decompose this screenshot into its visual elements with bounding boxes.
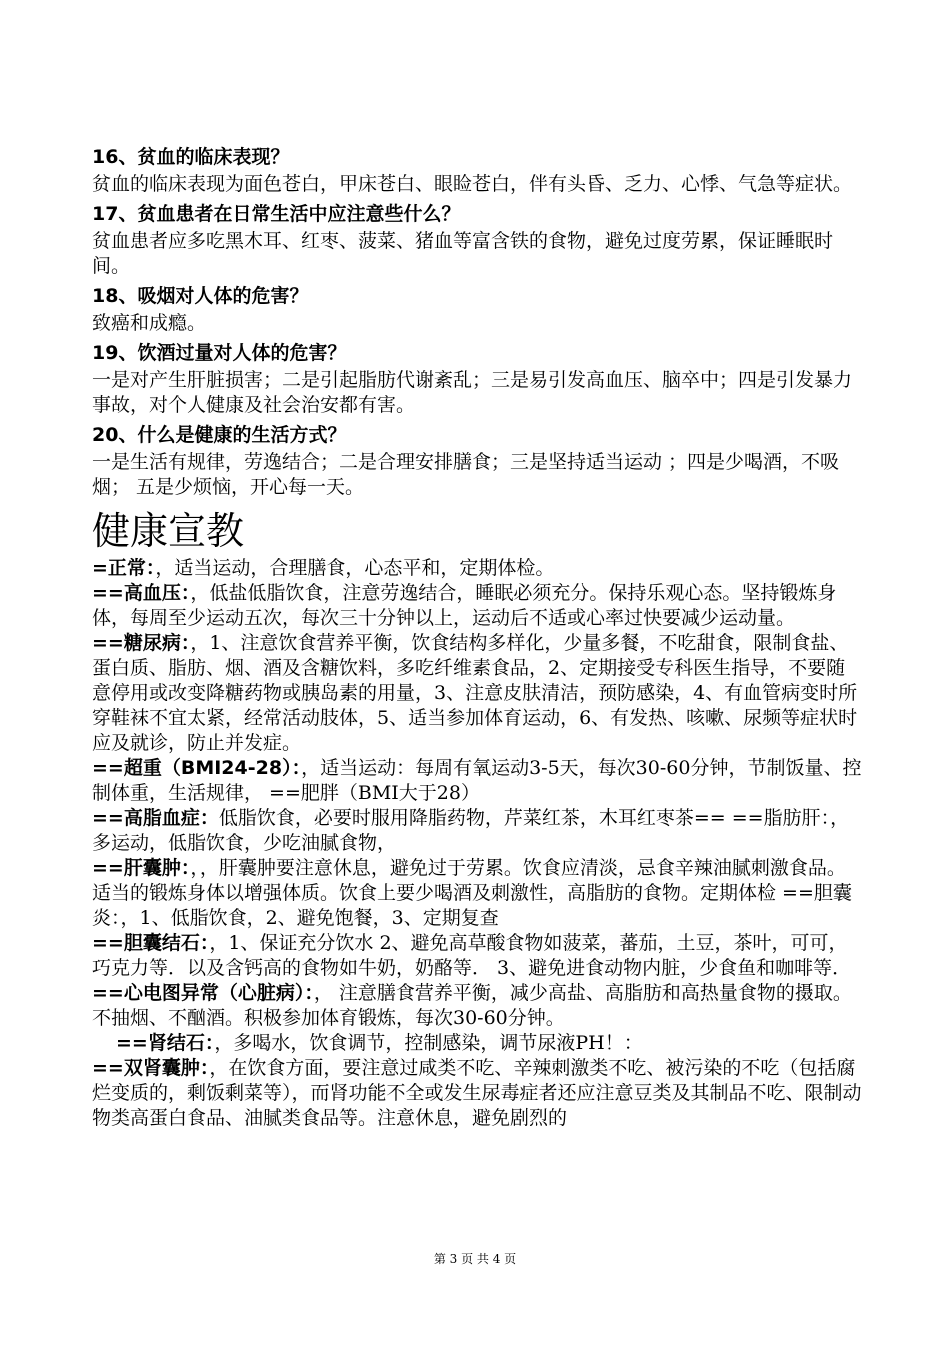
item-label: ==糖尿病： bbox=[92, 632, 191, 654]
item-text: 低脂饮食，必要时服用降脂药物，芹菜红茶，木耳红枣茶== ==脂肪肝：，多运动，低脂饮食，少吃油腻食物， bbox=[92, 807, 850, 854]
item-ecg-abnormal bbox=[92, 981, 864, 1031]
qa-16 bbox=[92, 144, 864, 197]
item-text: ，在饮食方面，要注意过咸类不吃、辛辣刺激类不吃、被污染的不吃（包括腐烂变质的，剩饭剩菜等），而肾功能不全或发生尿毒症者还应注意豆类及其制品不吃、限制动物类高蛋白食品、油腻类食品等。注意休息，避免剧烈的 bbox=[92, 1057, 862, 1129]
item-text: ， 注意膳食营养平衡，减少高盐、高脂肪和高热量食物的摄取。不抽烟、不酗酒。积极参加体育锻炼，每次30-60分钟。 bbox=[92, 982, 852, 1029]
qa-19 bbox=[92, 340, 864, 418]
qa-section bbox=[92, 144, 864, 500]
item-kidney-cyst bbox=[92, 1056, 864, 1131]
item-text: ，1、保证充分饮水 2、避免高草酸食物如菠菜，蕃茄，土豆，茶叶，可可，巧克力等．以及含钙高的食物如牛奶，奶酪等． 3、避免进食动物内脏，少食鱼和咖啡等． bbox=[92, 932, 852, 979]
document-page bbox=[92, 140, 864, 1131]
item-label: ==胆囊结石： bbox=[92, 932, 210, 954]
answer-17: 贫血患者应多吃黑木耳、红枣、菠菜、猪血等富含铁的食物，避免过度劳累，保证睡眠时间。 bbox=[92, 230, 834, 277]
item-text: ，多喝水，饮食调节，控制感染，调节尿液PH！： bbox=[214, 1032, 643, 1054]
qa-18 bbox=[92, 283, 864, 336]
health-education-list bbox=[92, 556, 864, 1131]
item-label: ==肾结石： bbox=[116, 1032, 215, 1054]
item-hypertension bbox=[92, 581, 864, 631]
item-label: ==高血压： bbox=[92, 582, 191, 604]
answer-16: 贫血的临床表现为面色苍白，甲床苍白、眼睑苍白，伴有头昏、乏力、心悸、气急等症状。 bbox=[92, 173, 853, 195]
item-diabetes bbox=[92, 631, 864, 756]
item-text: ，，肝囊肿要注意休息，避免过于劳累。饮食应清淡，忌食辛辣油腻刺激食品。适当的锻炼身体以增强体质。饮食上要少喝酒及刺激性，高脂肪的食物。定期体检 ==胆囊炎：，1、低脂饮食，2、避免饱餐，3、定期复查 bbox=[92, 857, 852, 929]
question-20: 20、什么是健康的生活方式？ bbox=[92, 424, 347, 446]
item-normal bbox=[92, 556, 864, 581]
answer-19: 一是对产生肝脏损害；二是引起脂肪代谢紊乱；三是易引发高血压、脑卒中；四是引发暴力事故，对个人健康及社会治安都有害。 bbox=[92, 369, 853, 416]
item-text: ，适当运动，合理膳食，心态平和，定期体检。 bbox=[155, 557, 555, 579]
item-label: ==心电图异常（心脏病）： bbox=[92, 982, 314, 1004]
question-16: 16、贫血的临床表现？ bbox=[92, 146, 290, 168]
item-text: ，1、注意饮食营养平衡，饮食结构多样化，少量多餐，不吃甜食，限制食盐、蛋白质、脂肪、烟、酒及含糖饮料，多吃纤维素食品，2、定期接受专科医生指导，不要随意停用或改变降糖药物或胰岛素的用量，3、注意皮肤清洁，预防感染，4、有血管病变时所穿鞋袜不宜太紧，经常活动肢体，5、适当参加体育运动，6、有发热、咳嗽、尿频等症状时应及就诊，防止并发症。 bbox=[92, 632, 858, 754]
qa-20 bbox=[92, 422, 864, 500]
item-label: ==肝囊肿： bbox=[92, 857, 191, 879]
page-footer: 第 3 页 共 4 页 bbox=[433, 1252, 517, 1266]
item-hyperlipidemia bbox=[92, 806, 864, 856]
item-liver-cyst bbox=[92, 856, 864, 931]
answer-18: 致癌和成瘾。 bbox=[92, 312, 207, 334]
item-label: ==双肾囊肿： bbox=[92, 1057, 210, 1079]
question-17: 17、贫血患者在日常生活中应注意些什么？ bbox=[92, 203, 461, 225]
qa-17 bbox=[92, 201, 864, 279]
item-label: =正常： bbox=[92, 557, 156, 579]
item-label: ==超重（BMI24-28）： bbox=[92, 757, 302, 779]
section-title: 健康宣教 bbox=[92, 509, 245, 553]
item-text: ，适当运动：每周有氧运动3-5天，每次30-60分钟，节制饭量、控制体重，生活规律， ==肥胖（BMI大于28） bbox=[92, 757, 862, 804]
item-text: ，低盐低脂饮食，注意劳逸结合，睡眠必须充分。保持乐观心态。坚持锻炼身体，每周至少运动五次，每次三十分钟以上，运动后不适或心率过快要减少运动量。 bbox=[92, 582, 837, 629]
item-overweight bbox=[92, 756, 864, 806]
question-19: 19、饮酒过量对人体的危害？ bbox=[92, 342, 347, 364]
question-18: 18、吸烟对人体的危害？ bbox=[92, 285, 309, 307]
answer-20: 一是生活有规律，劳逸结合；二是合理安排膳食；三是坚持适当运动 ；四是少喝酒，不吸烟； 五是少烦恼，开心每一天。 bbox=[92, 451, 840, 498]
item-kidney-stone bbox=[92, 1031, 864, 1056]
item-gallstone bbox=[92, 931, 864, 981]
item-label: ==高脂血症： bbox=[92, 807, 219, 829]
